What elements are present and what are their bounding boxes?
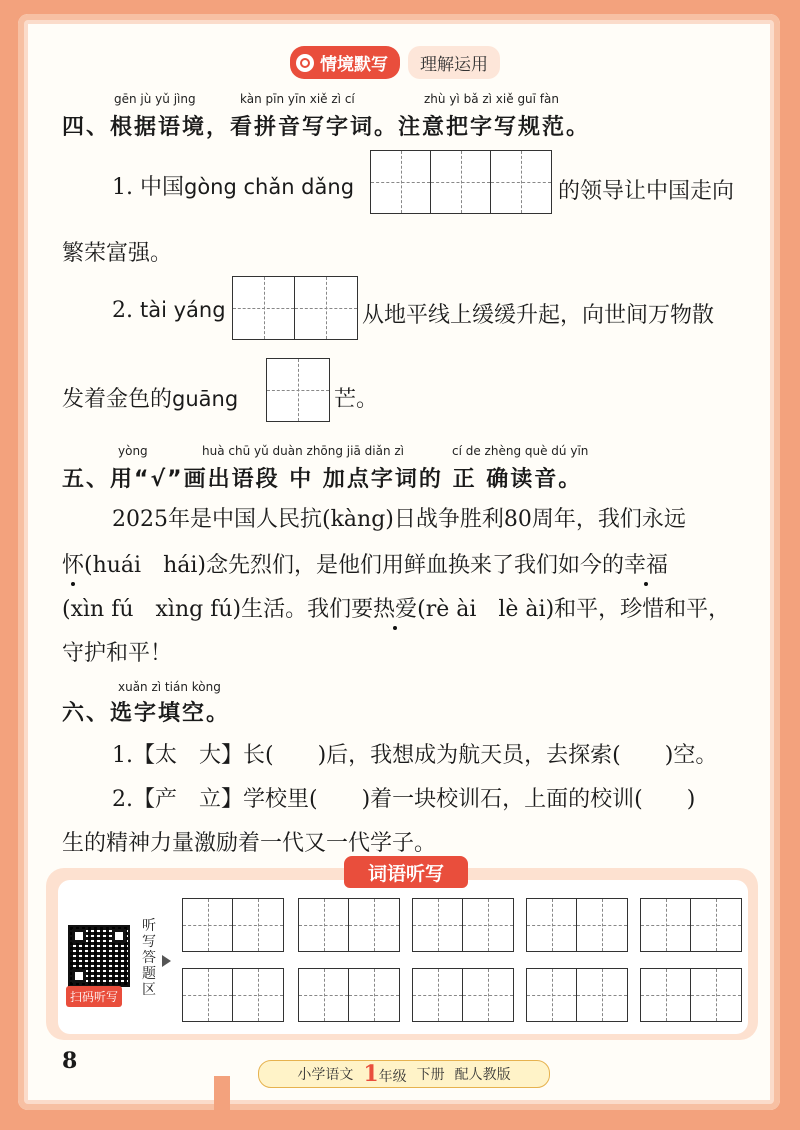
grid-cell[interactable]	[463, 969, 513, 1021]
footer-term: 下册	[416, 1067, 445, 1083]
footer-grade-number: 1	[363, 1061, 379, 1087]
grid-cell[interactable]	[491, 151, 551, 213]
footer-banner	[258, 1060, 550, 1088]
grid-cell[interactable]	[641, 969, 691, 1021]
grid-cell[interactable]	[413, 969, 463, 1021]
dictation-grid[interactable]	[298, 898, 400, 952]
q5-para-line3-c: (rè ài lè ài)和平，珍惜和平，	[417, 597, 731, 622]
qr-finder	[72, 929, 86, 943]
q4-item2-line2-pinyin: guāng	[172, 387, 239, 411]
footer-edition: 配人教版	[454, 1067, 511, 1083]
dictation-grid[interactable]	[182, 968, 284, 1022]
grid-cell[interactable]	[577, 899, 627, 951]
q5-para-line3	[62, 592, 730, 623]
q6-number: 六、	[62, 701, 111, 726]
grid-cell[interactable]	[413, 899, 463, 951]
dictation-grid[interactable]	[412, 968, 514, 1022]
grid-cell[interactable]	[527, 899, 577, 951]
grid-cell[interactable]	[371, 151, 431, 213]
q5-pinyin-b: huà chū yǔ duàn zhōng jiā diǎn zì	[202, 444, 404, 458]
q5-heading	[62, 462, 582, 493]
q4-heading-text: 根据语境，看拼音写字词。注意把字写规范。	[110, 115, 591, 140]
qr-finder	[112, 929, 126, 943]
qr-finder	[72, 969, 86, 983]
dotted-char-huai: 怀	[62, 553, 85, 578]
grid-cell[interactable]	[233, 277, 295, 339]
grid-cell[interactable]	[463, 899, 513, 951]
dotted-word-xingfu: 幸福	[624, 553, 669, 578]
grid-cell[interactable]	[183, 899, 233, 951]
answer-area-label: 听写答题区	[142, 918, 156, 998]
grid-cell[interactable]	[691, 899, 741, 951]
q4-item2-line2-suffix: 芒。	[334, 387, 379, 412]
footer-subject: 小学语文	[297, 1067, 354, 1083]
q5-heading-text: 用“√”画出语段 中 加点字词的 正 确读音。	[110, 467, 583, 492]
q5-pinyin-a: yòng	[118, 444, 148, 458]
q5-para-line4: 守护和平！	[62, 641, 173, 666]
dictation-grid[interactable]	[526, 968, 628, 1022]
grid-cell[interactable]	[349, 899, 399, 951]
q4-item2-line2	[62, 382, 238, 413]
dictation-grid[interactable]	[412, 898, 514, 952]
q6-heading	[62, 696, 230, 727]
footer-grade	[363, 1061, 406, 1087]
dictation-grid[interactable]	[182, 898, 284, 952]
qr-label: 扫码听写	[66, 986, 122, 1007]
answer-grid-guang[interactable]	[266, 358, 330, 422]
q5-para-line2	[62, 548, 668, 579]
dictation-grid[interactable]	[640, 898, 742, 952]
arrow-right-icon	[162, 955, 171, 967]
q4-heading	[62, 110, 590, 141]
grid-cell[interactable]	[233, 899, 283, 951]
q4-item1-line2: 繁荣富强。	[62, 241, 173, 266]
q5-pinyin-c: cí de zhèng què dú yīn	[452, 444, 589, 458]
grid-cell[interactable]	[691, 969, 741, 1021]
qr-code-icon[interactable]	[68, 925, 130, 987]
grid-cell[interactable]	[299, 969, 349, 1021]
dictation-grid[interactable]	[526, 898, 628, 952]
q5-number: 五、	[62, 467, 111, 492]
dotted-word-reai: 热爱	[373, 597, 418, 622]
q4-pinyin-b: kàn pīn yīn xiě zì cí	[240, 92, 355, 106]
grid-cell[interactable]	[641, 899, 691, 951]
q4-item1-suffix: 的领导让中国走向	[558, 179, 735, 204]
grid-cell[interactable]	[183, 969, 233, 1021]
q4-item2-suffix: 从地平线上缓缓升起，向世间万物散	[362, 303, 715, 328]
q6-item1: 1.【太 大】长( )后，我想成为航天员，去探索( )空。	[112, 743, 718, 768]
q5-para-line1: 2025年是中国人民抗(kàng)日战争胜利80周年，我们永远	[112, 507, 686, 532]
q6-item2-line2: 生的精神力量激励着一代又一代学子。	[62, 831, 437, 856]
page-number: 8	[62, 1048, 78, 1074]
q4-item1-prefix: 1. 中国	[112, 175, 184, 200]
grid-cell[interactable]	[349, 969, 399, 1021]
dictation-grid[interactable]	[298, 968, 400, 1022]
grid-cell[interactable]	[299, 899, 349, 951]
grid-cell[interactable]	[233, 969, 283, 1021]
q5-para-line2-mid: (huái hái)念先烈们，是他们用鲜血换来了我们如今的	[84, 553, 624, 578]
q4-pinyin-c: zhù yì bǎ zì xiě guī fàn	[424, 92, 559, 106]
section-header	[290, 46, 500, 79]
q4-item2-pinyin: tài yáng	[140, 298, 226, 322]
q4-item1-line	[112, 170, 354, 201]
listening-title: 词语听写	[344, 856, 468, 888]
footer-grade-word: 年级	[378, 1069, 407, 1085]
grid-cell[interactable]	[267, 359, 329, 421]
badge-icon	[296, 54, 314, 72]
q5-para-line3-a: (xìn fú xìng fú)生活。我们要	[62, 597, 374, 622]
q4-item2-line	[112, 298, 226, 323]
dictation-grid[interactable]	[640, 968, 742, 1022]
grid-cell[interactable]	[295, 277, 357, 339]
q4-item1-pinyin: gòng chǎn dǎng	[183, 175, 355, 199]
section-label: 情境默写	[320, 55, 388, 75]
q4-pinyin-a: gēn jù yǔ jìng	[114, 92, 196, 106]
grid-cell[interactable]	[577, 969, 627, 1021]
section-tab	[290, 46, 400, 79]
q6-item2: 2.【产 立】学校里( )着一块校训石，上面的校训( )	[112, 787, 696, 812]
grid-cell[interactable]	[431, 151, 491, 213]
q6-heading-text: 选字填空。	[110, 701, 231, 726]
answer-grid-taiyang[interactable]	[232, 276, 358, 340]
subsection-label: 理解运用	[408, 46, 500, 79]
q4-item2-prefix: 2.	[112, 298, 133, 323]
q6-pinyin: xuǎn zì tián kòng	[118, 680, 221, 694]
answer-grid-gongchandang[interactable]	[370, 150, 552, 214]
q4-number: 四、	[62, 115, 111, 140]
q4-item2-line2-prefix: 发着金色的	[62, 387, 173, 412]
page-edge-tab	[214, 1076, 230, 1112]
grid-cell[interactable]	[527, 969, 577, 1021]
